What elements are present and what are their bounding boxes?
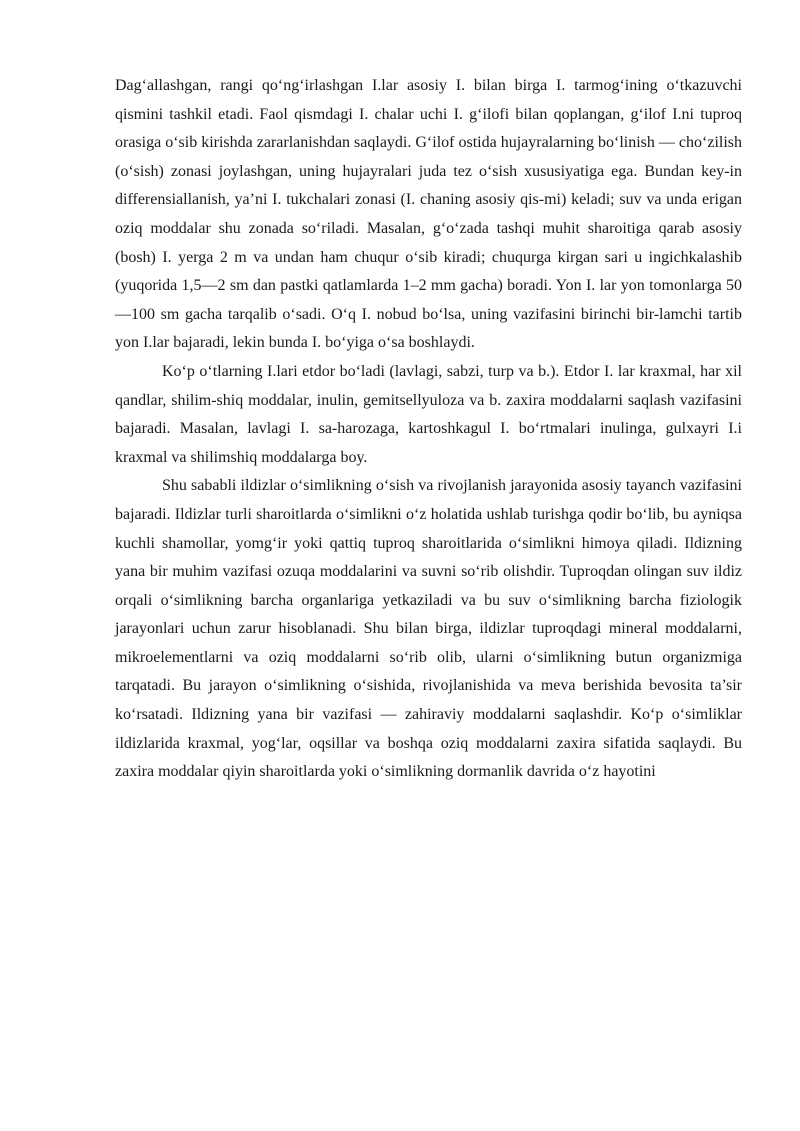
document-page <box>115 72 742 787</box>
paragraph-root-functions: Shu sababli ildizlar o‘simlikning o‘sish va rivojlanish jarayonida asosiy tayanch vazifasini bajaradi. Ildizlar turli sharoitlarda o‘simlikni o‘z holatida ushlab turishga qodir bo‘lib, bu ayniqsa kuchli shamollar, yomg‘ir yoki qattiq tuproq sharoitlarida o‘simlikni himoya qiladi. Ildizning yana bir muhim vazifasi ozuqa moddalarini va suvni so‘rib olishdir. Tuproqdan olingan suv ildiz orqali o‘simlikning barcha organlariga yetkaziladi va bu suv o‘simlikning barcha fiziologik jarayonlari uchun zarur hisoblanadi. Shu bilan birga, ildizlar tuproqdagi mineral moddalarni, mikroelementlarni va oziq moddalarni so‘rib olib, ularni o‘simlikning butun organizmiga tarqatadi. Bu jarayon o‘simlikning o‘sishida, rivojlanishida va meva berishida bevosita ta’sir ko‘rsatadi. Ildizning yana bir vazifasi — zahiraviy moddalarni saqlashdir. Ko‘p o‘simliklar ildizlarida kraxmal, yog‘lar, oqsillar va boshqa oziq moddalarni zaxira sifatida saqlaydi. Bu zaxira moddalar qiyin sharoitlarda yoki o‘simlikning dormanlik davrida o‘z hayotini <box>115 477 742 781</box>
paragraph-fleshy-roots: Ko‘p o‘tlarning I.lari etdor bo‘ladi (lavlagi, sabzi, turp va b.). Etdor I. lar kraxmal, har xil qandlar, shilim-shiq moddalar, inulin, gemitsellyuloza va b. zaxira moddalarni saqlash vazifasini bajaradi. Masalan, lavlagi I. sa-harozaga, kartoshkagul I. bo‘rtmalari inulinga, gulxayri I.i kraxmal va shilimshiq moddalarga boy. <box>115 362 742 466</box>
paragraph-root-zones: Dag‘allashgan, rangi qo‘ng‘irlashgan I.lar asosiy I. bilan birga I. tarmog‘ining o‘tkazuvchi qismini tashkil etadi. Faol qismdagi I. chalar uchi I. g‘ilofi bilan qoplangan, g‘ilof I.ni tuproq orasiga o‘sib kirishda zararlanishdan saqlaydi. G‘ilof ostida hujayralarning bo‘linish — cho‘zilish (o‘sish) zonasi joylashgan, uning hujayralari juda tez o‘sish xususiyatiga ega. Bundan key-in differensiallanish, ya’ni I. tukchalari zonasi (I. chaning asosiy qis-mi) keladi; suv va unda erigan oziq moddalar shu zonada so‘riladi. Masalan, g‘o‘zada tashqi muhit sharoitiga qarab asosiy (bosh) I. yerga 2 m va undan ham chuqur o‘sib kiradi; chuqurga kirgan sari u ingichkalashib (yuqorida 1,5—2 sm dan pastki qatlamlarda 1–2 mm gacha) boradi. Yon I. lar yon tomonlarga 50—100 sm gacha tarqalib o‘sadi. O‘q I. nobud bo‘lsa, uning vazifasini birinchi bir-lamchi tartib yon I.lar bajaradi, lekin bunda I. bo‘yiga o‘sa boshlaydi. <box>115 77 742 352</box>
